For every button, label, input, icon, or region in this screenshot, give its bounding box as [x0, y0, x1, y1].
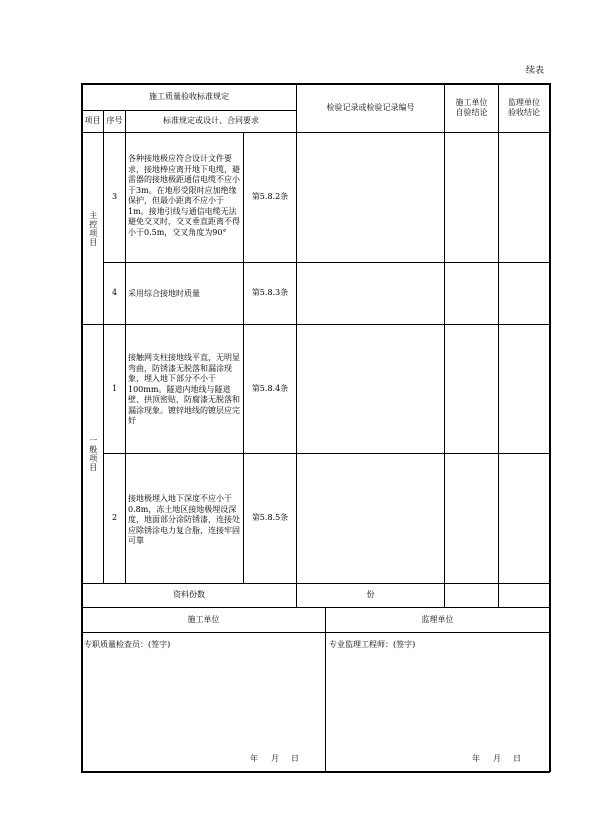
- material-count-label: 资料份数: [173, 590, 205, 600]
- contractor-date-month: 月: [271, 754, 279, 763]
- row-requirement: 各种接地极应符合设计文件要求，接地棒应离开地下电缆，避雷器的接地极距通信电缆不应小于3m。在地形受限时应加绝缘保护，但最小距离不应小于1m。接地引线与通信电缆无法避免交叉时，交叉垂直距离不得小于0.5m，交叉角度为90°: [128, 154, 240, 237]
- item-column-header: 项目: [84, 116, 101, 126]
- row-requirement: 接地极埋入地下深度不应小于0.8m，冻土地区接地极埋设深度，地面部分涂防锈漆，连接处应除锈涂电力复合脂，连接牢固可靠: [128, 494, 240, 545]
- row-number: 3: [111, 192, 118, 202]
- row-number: 4: [111, 288, 118, 298]
- supervisor-date-day: 日: [513, 754, 521, 763]
- contractor-signature-label: 专职质量检查员：(签字): [84, 640, 171, 649]
- continued-label: 续表: [526, 66, 545, 76]
- row-number: 1: [111, 383, 118, 393]
- contractor-conclusion-header: 施工单位 自验结论: [455, 97, 488, 117]
- row-clause: 第5.8.5条: [251, 513, 289, 523]
- requirement-column-header: 标准规定或设计、合同要求: [163, 116, 259, 126]
- copies-unit: 份: [366, 590, 375, 600]
- row-clause: 第5.8.2条: [251, 192, 289, 202]
- number-column-header: 序号: [106, 116, 123, 126]
- contractor-unit-header: 施工单位: [187, 614, 220, 624]
- supervisor-unit-header: 监理单位: [421, 614, 454, 624]
- standard-group-header: 施工质量验收标准规定: [149, 91, 229, 101]
- record-header: 检验记录或检验记录编号: [326, 102, 415, 112]
- supervisor-signature-label: 专业监理工程师：(签字): [329, 640, 416, 649]
- row-number: 2: [111, 513, 118, 523]
- supervisor-date-month: 月: [493, 754, 501, 763]
- row-requirement: 接触网支柱接地线平直，无明显弯曲，防锈漆无脱落和漏涂现象，埋入地下部分不小于100mm。隧道内地线与隧道壁、拱顶密贴，防腐漆无脱落和漏涂现象。镀锌地线的镀层应完好: [128, 353, 240, 425]
- section-label-general: 一般项目: [88, 436, 98, 472]
- supervisor-date-year: 年: [472, 754, 480, 763]
- contractor-date-day: 日: [291, 754, 299, 763]
- row-clause: 第5.8.3条: [251, 288, 289, 298]
- contractor-date-year: 年: [250, 754, 258, 763]
- section-label-main-control: 主控项目: [88, 210, 98, 247]
- supervisor-conclusion-header: 监理单位 验收结论: [508, 97, 540, 117]
- row-requirement: 采用综合接地时质量: [128, 289, 200, 298]
- row-clause: 第5.8.4条: [251, 383, 289, 393]
